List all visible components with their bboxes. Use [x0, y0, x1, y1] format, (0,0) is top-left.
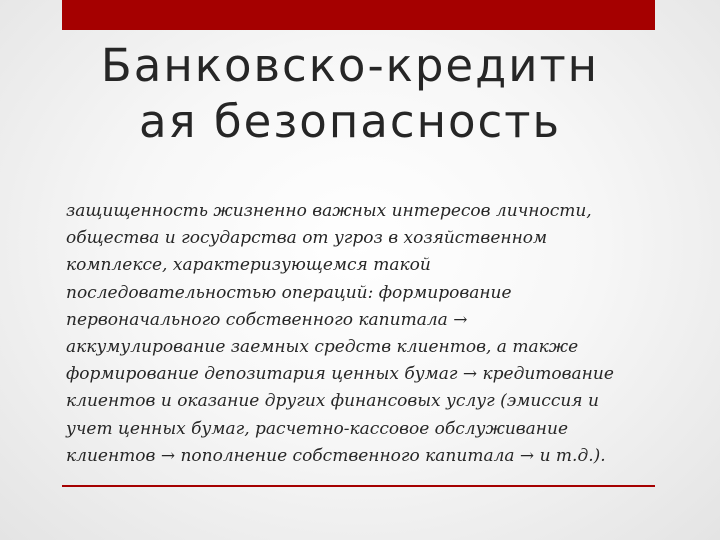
body-line-3: комплексе, характеризующемся такой — [66, 255, 431, 276]
slide-title-line-2: ая безопасность — [138, 95, 561, 148]
slide-body-text — [66, 198, 666, 470]
body-line-6: аккумулирование заемных средств клиентов, а также — [66, 337, 579, 358]
body-line-5: первоначального собственного капитала → — [66, 309, 468, 330]
slide-title-line-1: Банковско-кредитн — [100, 39, 600, 92]
bottom-divider-line — [62, 485, 655, 487]
body-line-7: формирование депозитария ценных бумаг → кредитование — [66, 364, 614, 385]
slide-title — [70, 38, 630, 150]
body-line-4: последовательностью операций: формирование — [66, 282, 512, 303]
body-line-9: учет ценных бумаг, расчетно-кассовое обслуживание — [66, 418, 568, 439]
body-line-10: клиентов → пополнение собственного капитала → и т.д.). — [66, 445, 606, 466]
top-accent-bar — [62, 0, 655, 30]
body-line-1: защищенность жизненно важных интересов личности, — [66, 201, 592, 221]
body-line-2: общества и государства от угроз в хозяйственном — [66, 228, 548, 249]
body-line-8: клиентов и оказание других финансовых услуг (эмиссия и — [66, 391, 599, 412]
